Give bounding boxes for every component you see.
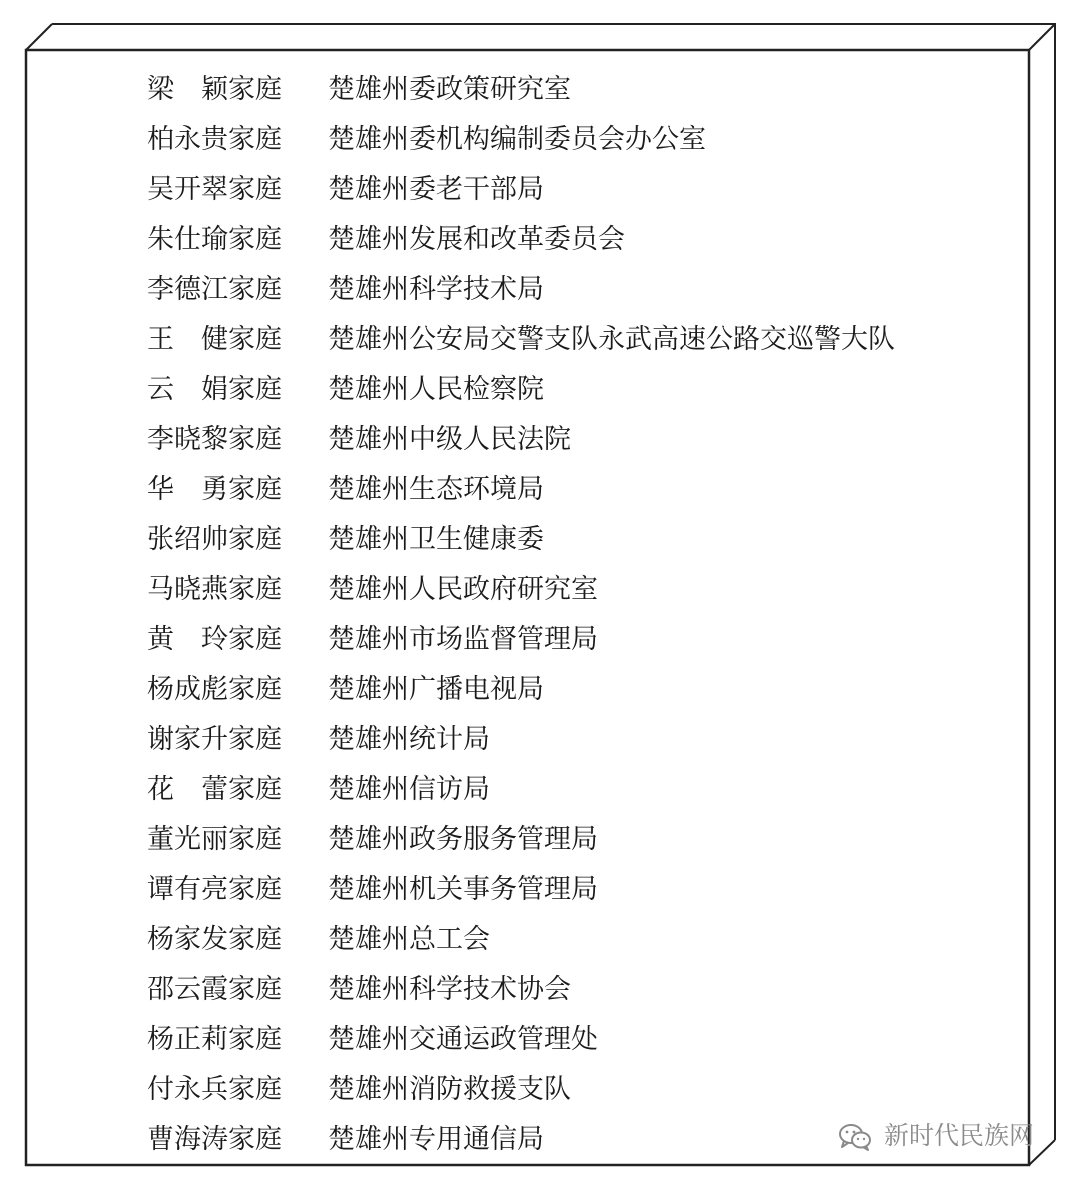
family-name: 黄 玲家庭: [147, 624, 282, 655]
box-frame-top-right-bevel: [1029, 24, 1055, 50]
list-item: [147, 515, 1007, 565]
list-item: [147, 765, 1007, 815]
list-item: [147, 465, 1007, 515]
watermark-text: 新时代民族网: [883, 1121, 1034, 1150]
department-name: 楚雄州机关事务管理局: [328, 874, 598, 905]
family-name: 李晓黎家庭: [147, 424, 282, 455]
list-item: [147, 115, 1007, 165]
list-item: [147, 265, 1007, 315]
list-item: [147, 1015, 1007, 1065]
list-item: [147, 415, 1007, 465]
family-name: 杨成彪家庭: [147, 674, 282, 705]
department-name: 楚雄州消防救援支队: [328, 1074, 571, 1105]
department-name: 楚雄州市场监督管理局: [328, 624, 598, 655]
list-item: [147, 815, 1007, 865]
family-name: 李德江家庭: [147, 274, 282, 305]
department-name: 楚雄州公安局交警支队永武高速公路交巡警大队: [328, 324, 895, 355]
family-name: 王 健家庭: [147, 324, 282, 355]
department-name: 楚雄州卫生健康委: [328, 524, 544, 555]
family-name: 谢家升家庭: [147, 724, 282, 755]
department-name: 楚雄州科学技术局: [328, 274, 544, 305]
family-name: 张绍帅家庭: [147, 524, 282, 555]
department-name: 楚雄州广播电视局: [328, 674, 544, 705]
family-name: 邵云霞家庭: [147, 974, 282, 1005]
wechat-icon: [838, 1122, 872, 1152]
department-name: 楚雄州人民政府研究室: [328, 574, 598, 605]
department-name: 楚雄州信访局: [328, 774, 490, 805]
family-name: 梁 颖家庭: [147, 74, 282, 105]
department-name: 楚雄州中级人民法院: [328, 424, 571, 455]
department-name: 楚雄州科学技术协会: [328, 974, 571, 1005]
family-list: [147, 65, 1007, 1165]
department-name: 楚雄州生态环境局: [328, 474, 544, 505]
family-name: 华 勇家庭: [147, 474, 282, 505]
family-name: 云 娟家庭: [147, 374, 282, 405]
list-item: [147, 215, 1007, 265]
list-item: [147, 365, 1007, 415]
family-name: 杨家发家庭: [147, 924, 282, 955]
list-item: [147, 1065, 1007, 1115]
family-name: 马晓燕家庭: [147, 574, 282, 605]
family-name: 花 蕾家庭: [147, 774, 282, 805]
watermark: [838, 1116, 1034, 1156]
list-item: [147, 865, 1007, 915]
department-name: 楚雄州委机构编制委员会办公室: [328, 124, 706, 155]
family-name: 柏永贵家庭: [147, 124, 282, 155]
family-name: 付永兵家庭: [147, 1074, 282, 1105]
box-frame-top-left-bevel: [26, 24, 52, 50]
family-name: 杨正莉家庭: [147, 1024, 282, 1055]
list-item: [147, 965, 1007, 1015]
list-item: [147, 715, 1007, 765]
department-name: 楚雄州发展和改革委员会: [328, 224, 625, 255]
department-name: 楚雄州委政策研究室: [328, 74, 571, 105]
family-name: 朱仕瑜家庭: [147, 224, 282, 255]
list-item: [147, 165, 1007, 215]
department-name: 楚雄州人民检察院: [328, 374, 544, 405]
department-name: 楚雄州总工会: [328, 924, 490, 955]
department-name: 楚雄州交通运政管理处: [328, 1024, 598, 1055]
list-item: [147, 615, 1007, 665]
department-name: 楚雄州委老干部局: [328, 174, 544, 205]
list-item: [147, 915, 1007, 965]
list-item: [147, 565, 1007, 615]
family-name: 董光丽家庭: [147, 824, 282, 855]
family-name: 吴开翠家庭: [147, 174, 282, 205]
department-name: 楚雄州统计局: [328, 724, 490, 755]
department-name: 楚雄州专用通信局: [328, 1124, 544, 1155]
family-name: 曹海涛家庭: [147, 1124, 282, 1155]
family-name: 谭有亮家庭: [147, 874, 282, 905]
list-item: [147, 65, 1007, 115]
list-item: [147, 665, 1007, 715]
department-name: 楚雄州政务服务管理局: [328, 824, 598, 855]
list-item: [147, 315, 1007, 365]
